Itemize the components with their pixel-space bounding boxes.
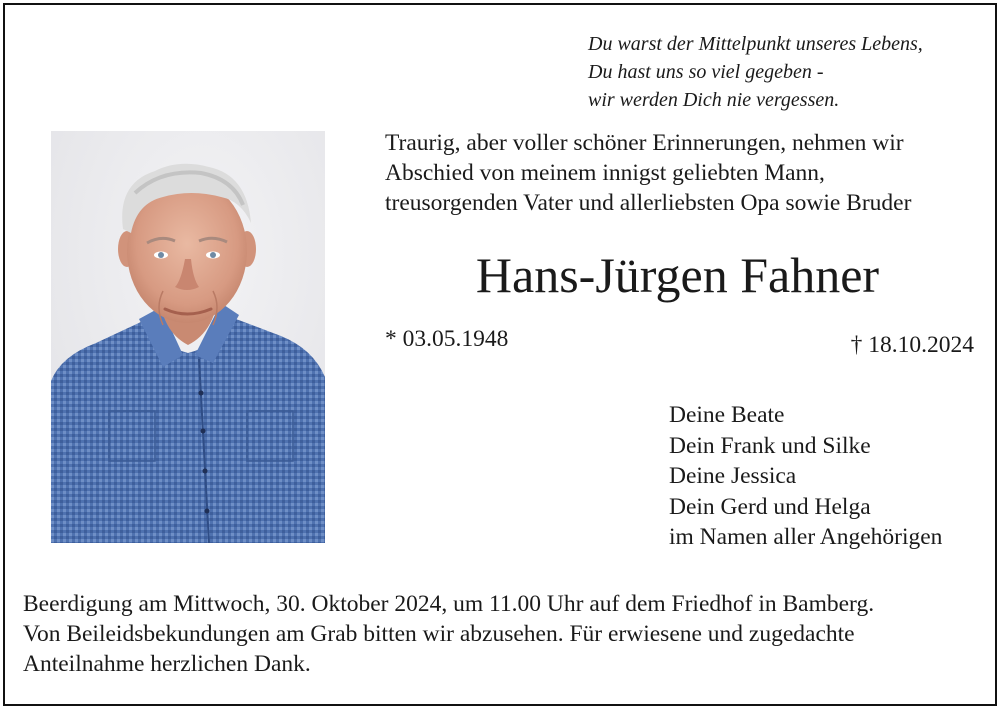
funeral-details: Beerdigung am Mittwoch, 30. Oktober 2024, um 11.00 Uhr auf dem Friedhof in Bamberg. Von Beileidsbekundungen am Grab bitten wir abzusehen. Für erwiesene und zugedachte Anteilnahme herzlichen Dank. bbox=[23, 591, 875, 677]
mourner-line: im Namen aller Angehörigen bbox=[669, 524, 943, 550]
mourner-line: Dein Frank und Silke bbox=[669, 432, 871, 459]
death-date: † 18.10.2024 bbox=[850, 332, 974, 358]
mourner-line: Dein Gerd und Helga bbox=[669, 493, 871, 520]
mourners-list bbox=[669, 400, 942, 553]
intro-text: Traurig, aber voller schöner Erinnerungen, nehmen wir Abschied von meinem innigst geliebten Mann, treusorgenden Vater und allerliebsten Opa sowie Bruder bbox=[385, 130, 912, 216]
memorial-poem: Du warst der Mittelpunkt unseres Lebens, Du hast uns so viel gegeben - wir werden Dich nie vergessen. bbox=[588, 33, 923, 111]
portrait-photo bbox=[51, 131, 325, 543]
mourner-line: Deine Jessica bbox=[669, 463, 797, 489]
birth-date: * 03.05.1948 bbox=[385, 326, 509, 352]
mourner-line: Deine Beate bbox=[669, 402, 785, 428]
deceased-name: Hans-Jürgen Fahner bbox=[475, 247, 880, 303]
